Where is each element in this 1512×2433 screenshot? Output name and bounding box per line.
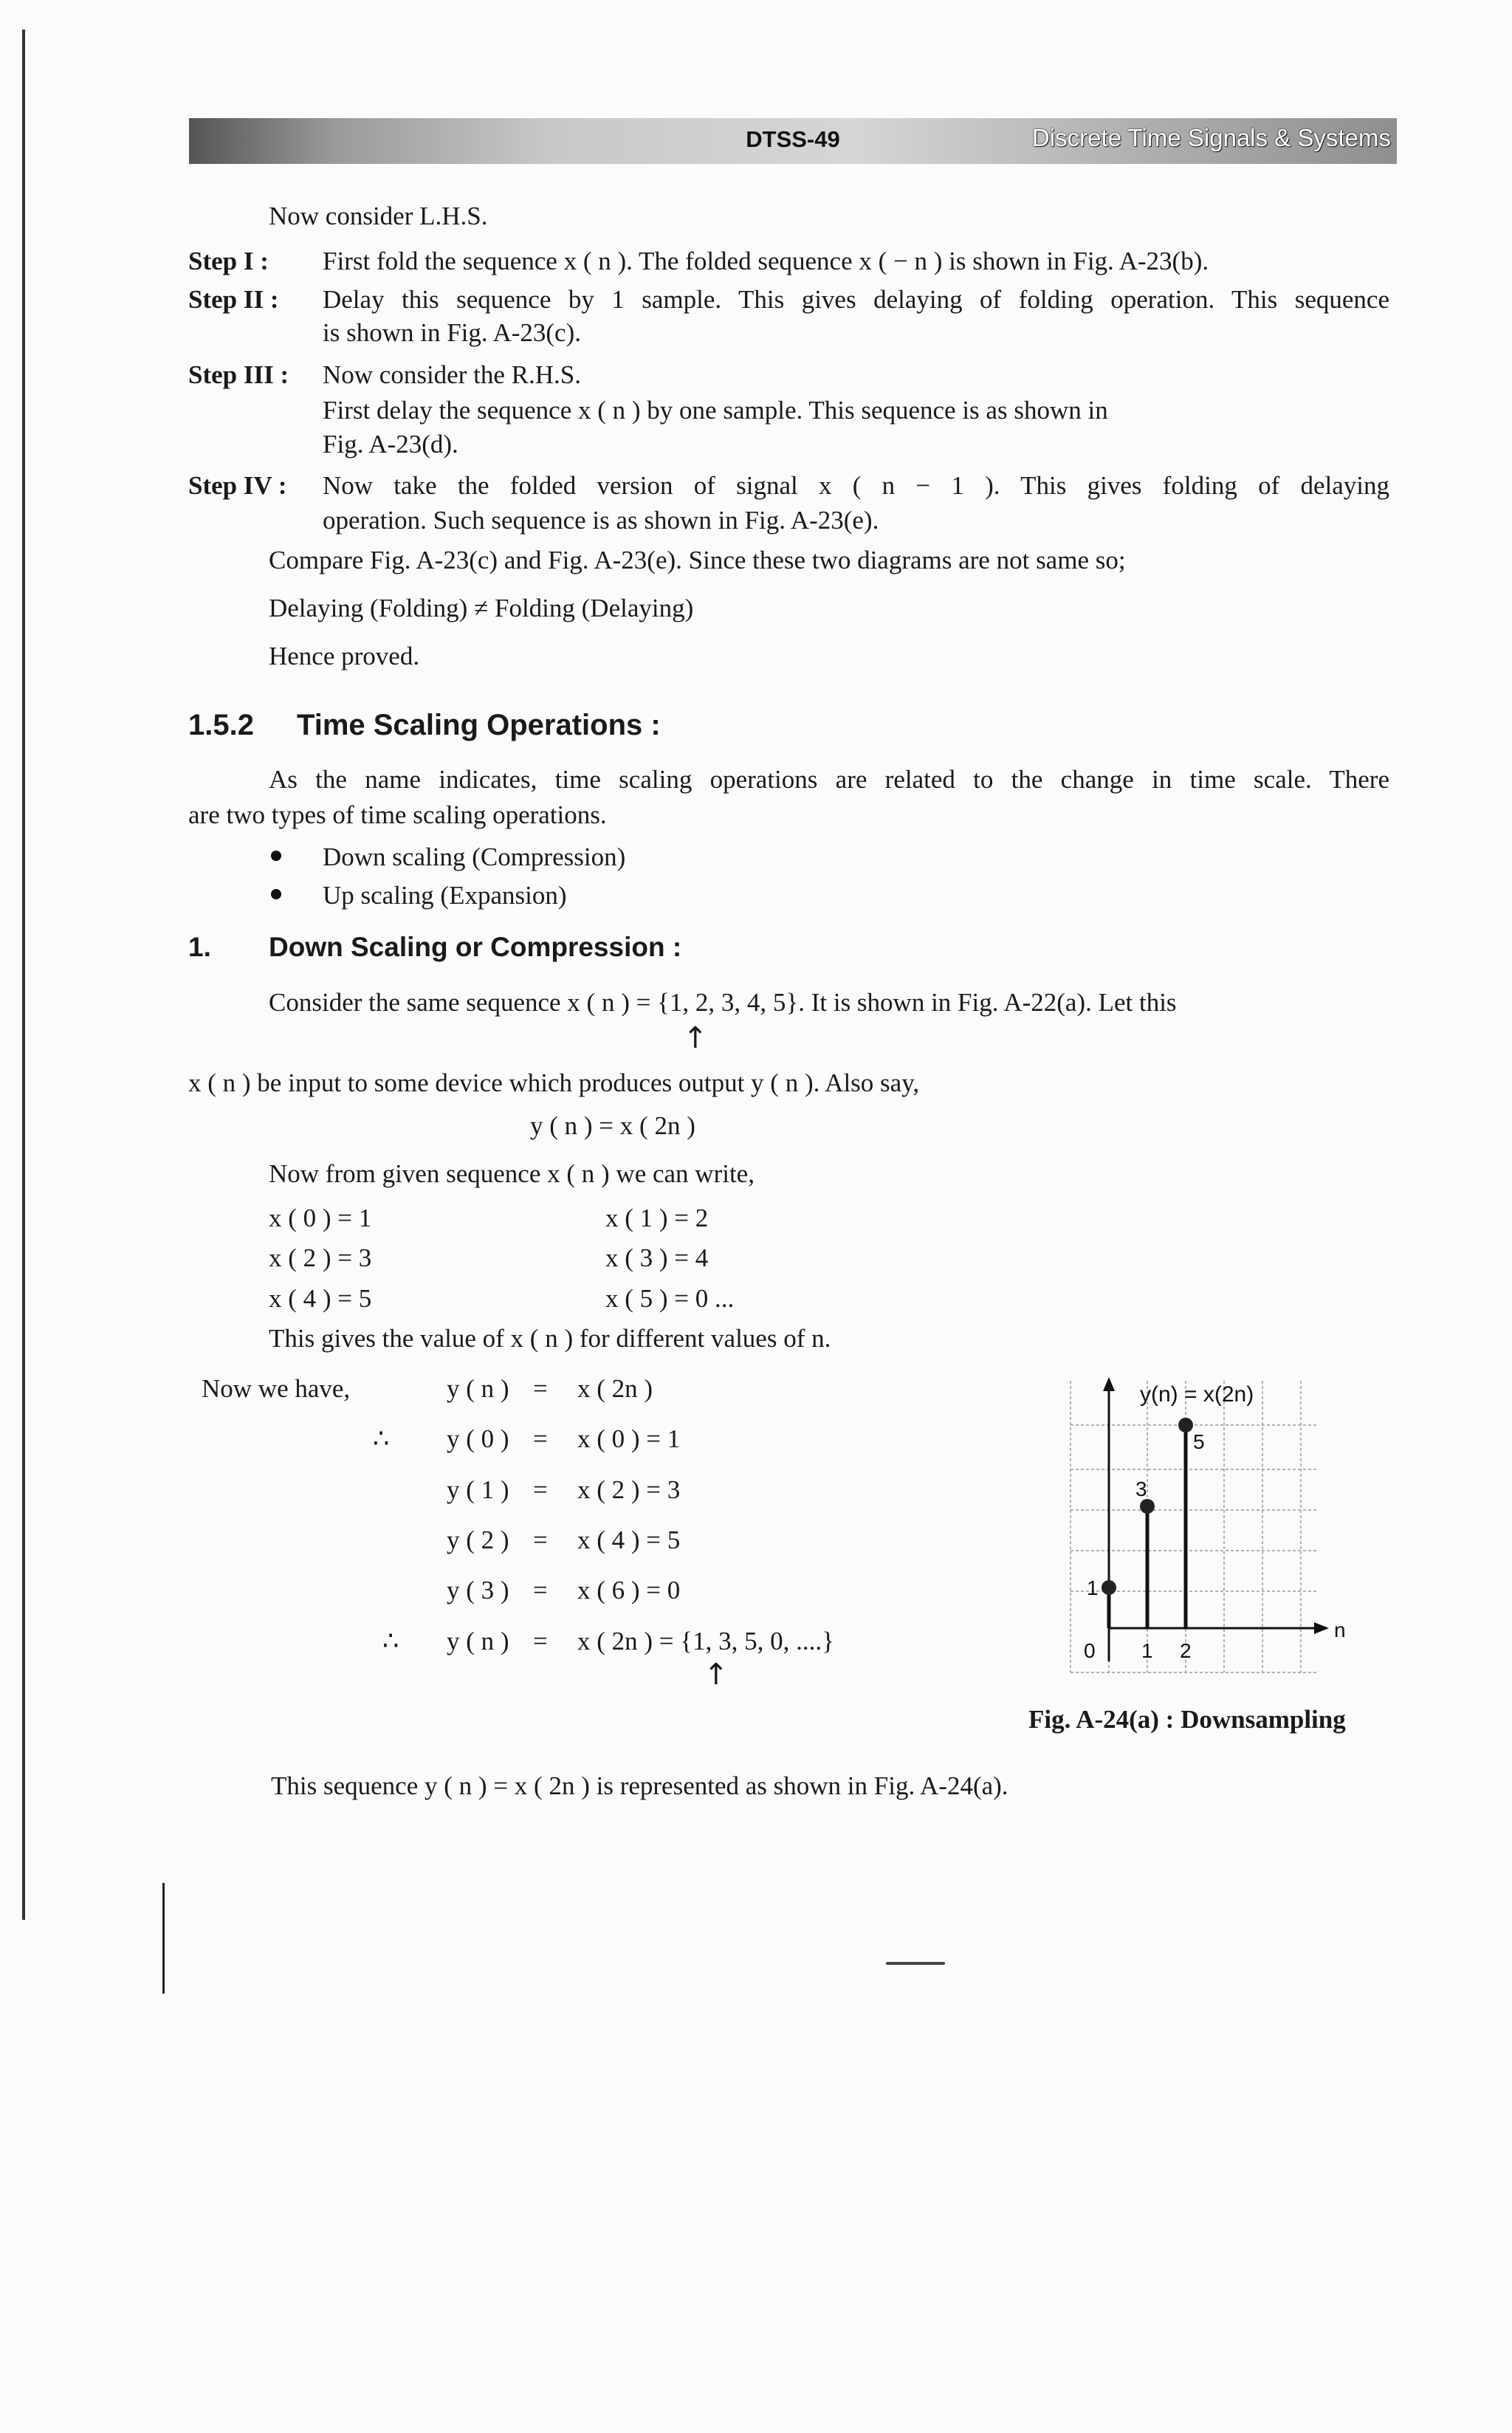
- x-axis-arrow-icon: [1314, 1622, 1329, 1634]
- gives-text: This gives the value of x ( n ) for different values of n.: [269, 1324, 831, 1353]
- derivation-eq: =: [533, 1374, 548, 1403]
- derivation-eq: =: [533, 1576, 548, 1605]
- bullet-item: Up scaling (Expansion): [323, 881, 567, 910]
- input-line: x ( n ) be input to some device which produces output y ( n ). Also say,: [188, 1068, 920, 1097]
- step-text: is shown in Fig. A-23(c).: [323, 318, 581, 347]
- sample-point: [1140, 1499, 1155, 1514]
- x-tick-label: 1: [1141, 1639, 1153, 1662]
- derivation-lhs: y ( n ): [447, 1374, 509, 1403]
- value-entry: x ( 1 ) = 2: [605, 1204, 709, 1232]
- derivation-lhs: y ( 2 ): [447, 1526, 509, 1554]
- value-entry: x ( 4 ) = 5: [269, 1284, 372, 1313]
- derivation-rhs: x ( 0 ) = 1: [577, 1424, 681, 1453]
- inequality: Delaying (Folding) ≠ Folding (Delaying): [269, 594, 694, 622]
- scan-margin-line: [22, 30, 25, 1920]
- derivation-rhs: x ( 2 ) = 3: [577, 1475, 681, 1504]
- figure-caption: Fig. A-24(a) : Downsampling: [1028, 1705, 1346, 1734]
- section-intro: As the name indicates, time scaling operations are related to the change in time scale. There: [269, 765, 1389, 794]
- derivation-rhs: x ( 2n ) = {1, 3, 5, 0, ....}: [577, 1627, 834, 1655]
- proved-text: Hence proved.: [269, 642, 420, 670]
- now-we-have: Now we have,: [202, 1374, 351, 1403]
- step-text: operation. Such sequence is as shown in Fig. A-23(e).: [323, 506, 879, 535]
- step-label: Step II :: [188, 285, 279, 314]
- step-label: Step I :: [188, 247, 269, 275]
- scan-margin-mark: [162, 1883, 165, 1994]
- derivation-eq: =: [533, 1424, 548, 1453]
- subsection-number: 1.: [188, 932, 211, 962]
- derivation-lhs: y ( 3 ): [447, 1576, 509, 1605]
- sample-point: [1102, 1580, 1116, 1595]
- value-entry: x ( 5 ) = 0 ...: [605, 1284, 735, 1313]
- chapter-title: Discrete Time Signals & Systems: [1032, 124, 1391, 151]
- step-label: Step IV :: [188, 471, 287, 500]
- origin-arrow-icon: ↑: [683, 1021, 708, 1055]
- derivation-lhs: y ( 0 ): [447, 1424, 509, 1453]
- intro-lhs: Now consider L.H.S.: [269, 202, 488, 230]
- step-text: Delay this sequence by 1 sample. This gives delaying of folding operation. This sequence: [323, 285, 1389, 314]
- y-axis-arrow-icon: [1103, 1377, 1115, 1391]
- value-entry: x ( 0 ) = 1: [269, 1204, 372, 1232]
- section-number: 1.5.2: [188, 709, 254, 741]
- derivation-eq: =: [533, 1526, 548, 1554]
- consider-text: Consider the same sequence x ( n ) = {1, 2, 3, 4, 5}. It is shown in Fig. A-22(a). Let this: [269, 988, 1177, 1017]
- derivation-lhs: y ( n ): [447, 1627, 509, 1655]
- figure-title: y(n) = x(2n): [1140, 1382, 1254, 1407]
- step-text: Fig. A-23(d).: [323, 430, 458, 459]
- x-tick-label: 2: [1180, 1639, 1192, 1662]
- step-label: Step III :: [188, 360, 289, 389]
- from-given-text: Now from given sequence x ( n ) we can write,: [269, 1159, 755, 1188]
- derivation-rhs: x ( 2n ): [577, 1374, 653, 1403]
- therefore-symbol: ∴: [373, 1424, 390, 1453]
- x-tick-label: 0: [1084, 1639, 1096, 1662]
- step-text: First fold the sequence x ( n ). The folded sequence x ( − n ) is shown in Fig. A-23(b).: [323, 247, 1209, 275]
- bullet-icon: [271, 889, 281, 899]
- derivation-lhs: y ( 1 ): [447, 1475, 509, 1504]
- origin-arrow-icon: ↑: [704, 1658, 729, 1692]
- value-entry: x ( 3 ) = 4: [605, 1243, 709, 1272]
- sample-value-label: 5: [1193, 1430, 1205, 1453]
- compare-text: Compare Fig. A-23(c) and Fig. A-23(e). Since these two diagrams are not same so;: [269, 546, 1126, 574]
- sample-point: [1178, 1418, 1193, 1432]
- derivation-rhs: x ( 6 ) = 0: [577, 1576, 681, 1605]
- derivation-eq: =: [533, 1627, 548, 1655]
- step-text: Now consider the R.H.S.: [323, 360, 581, 389]
- sample-value-label: 3: [1135, 1478, 1147, 1500]
- definition-equation: y ( n ) = x ( 2n ): [530, 1111, 695, 1140]
- section-intro: are two types of time scaling operations.: [188, 800, 607, 829]
- closing-text: This sequence y ( n ) = x ( 2n ) is represented as shown in Fig. A-24(a).: [271, 1771, 1008, 1800]
- downsampling-figure: [1063, 1373, 1344, 1684]
- step-text: Now take the folded version of signal x ( n − 1 ). This gives folding of delaying: [323, 471, 1389, 500]
- axis-label: n: [1334, 1619, 1346, 1641]
- derivation-eq: =: [533, 1475, 548, 1504]
- bullet-icon: [271, 851, 281, 861]
- running-header: [189, 118, 1397, 164]
- value-entry: x ( 2 ) = 3: [269, 1243, 372, 1272]
- derivation-rhs: x ( 4 ) = 5: [577, 1526, 681, 1554]
- page-code: DTSS-49: [746, 126, 840, 152]
- therefore-symbol: ∴: [382, 1627, 399, 1655]
- bullet-item: Down scaling (Compression): [323, 843, 626, 871]
- section-title: Time Scaling Operations :: [297, 709, 661, 741]
- scan-smudge: [886, 1962, 945, 1965]
- sample-value-label: 1: [1087, 1576, 1099, 1599]
- step-text: First delay the sequence x ( n ) by one sample. This sequence is as shown in: [323, 396, 1108, 425]
- subsection-title: Down Scaling or Compression :: [269, 932, 682, 962]
